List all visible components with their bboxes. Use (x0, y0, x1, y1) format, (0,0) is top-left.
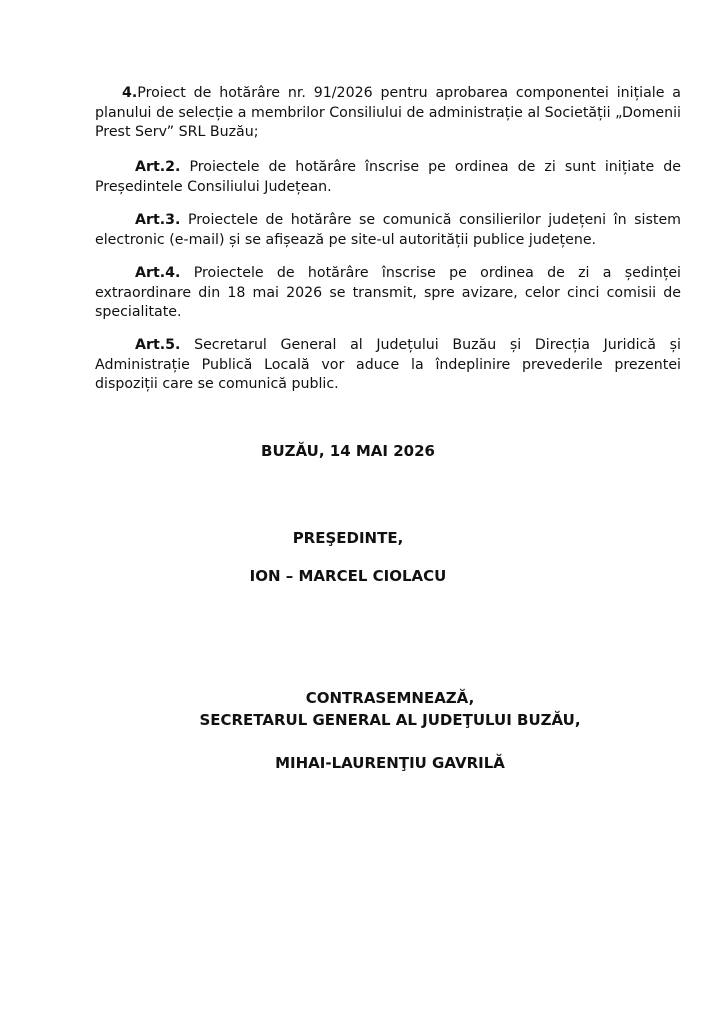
article-5-paragraph (95, 336, 681, 395)
item-4-paragraph (95, 84, 681, 143)
article-5-text: Secretarul General al Județului Buzău și Direcția Juridică și Administrație Publică Locală vor aduce la îndeplinire prevederile prezentei dispoziții care se comunică public. (95, 337, 681, 392)
president-name: ION – MARCEL CIOLACU (249, 567, 447, 585)
item-4-number: 4. (122, 85, 138, 101)
article-2-paragraph (95, 158, 681, 197)
president-title: PREŞEDINTE, (292, 529, 404, 547)
place-date: BUZĂU, 14 MAI 2026 (261, 442, 435, 460)
secretary-role: SECRETARUL GENERAL AL JUDEŢULUI BUZĂU, (199, 711, 581, 729)
article-3-label: Art.3. (135, 212, 181, 228)
article-2-text: Proiectele de hotărâre înscrise pe ordinea de zi sunt inițiate de Președintele Consiliului Județean. (95, 159, 681, 195)
article-3-text: Proiectele de hotărâre se comunică consilierilor județeni în sistem electronic (e-mail) și se afișează pe site-ul autorității publice județene. (95, 212, 681, 248)
item-4-text: Proiect de hotărâre nr. 91/2026 pentru aprobarea componentei inițiale a planului de selecție a membrilor Consiliului de administrație al Societății „Domenii Prest Serv” SRL Buzău; (95, 85, 681, 140)
article-2-label: Art.2. (135, 159, 181, 175)
article-4-text: Proiectele de hotărâre înscrise pe ordinea de zi a ședinței extraordinare din 18 mai 2026 se transmit, spre avizare, celor cinci comisii de specialitate. (95, 265, 681, 320)
secretary-name: MIHAI-LAURENŢIU GAVRILĂ (275, 754, 505, 772)
article-3-paragraph (95, 211, 681, 250)
article-5-label: Art.5. (135, 337, 181, 353)
article-4-paragraph (95, 264, 681, 323)
countersign-label: CONTRASEMNEAZĂ, (305, 689, 475, 707)
article-4-label: Art.4. (135, 265, 181, 281)
